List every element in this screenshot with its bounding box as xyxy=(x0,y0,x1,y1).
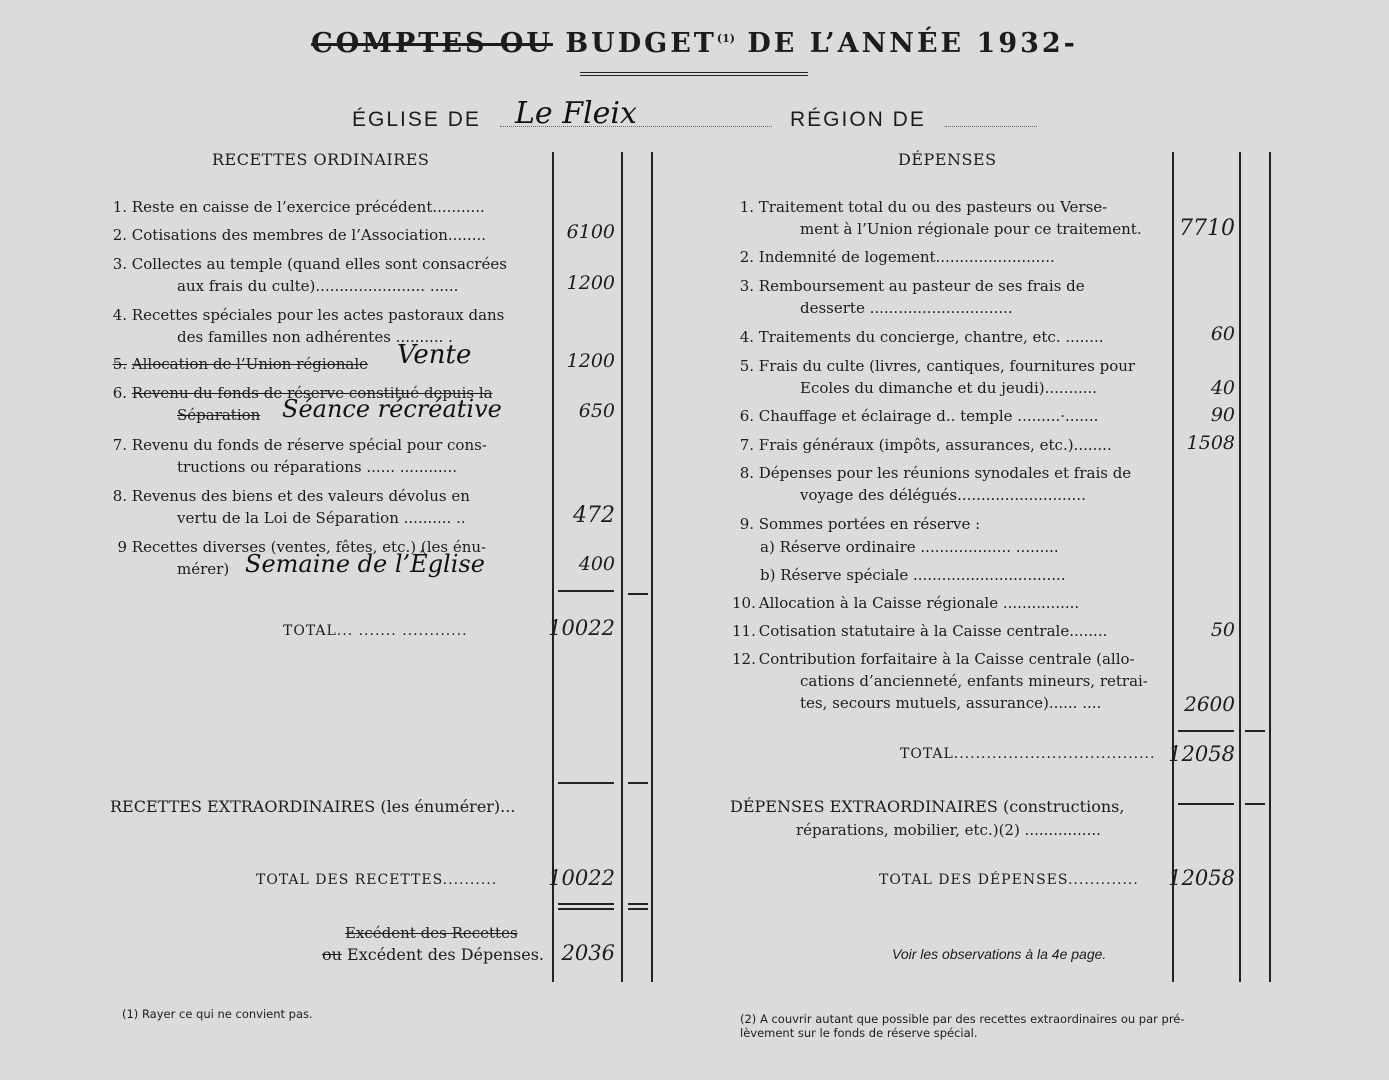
right-total-label: TOTAL..................................... xyxy=(900,746,1156,762)
recette-item-3: 3. Collectes au temple (quand elles sont consacrées aux frais du culte)....................... ...... xyxy=(112,255,507,295)
depenses-extra-label-2: réparations, mobilier, etc.)(2) ................ xyxy=(796,821,1101,839)
right-total-rule-b xyxy=(1245,730,1265,732)
recettes-heading: RECETTES ORDINAIRES xyxy=(212,150,430,169)
excedent-amount[interactable]: 2036 xyxy=(561,941,615,965)
total-depenses-label: TOTAL DES DÉPENSES............. xyxy=(879,872,1139,888)
left-rule-2 xyxy=(621,152,623,982)
depense-amount-4[interactable]: 60 xyxy=(1210,323,1235,345)
recette-9-handwritten: Semaine de l’Église xyxy=(245,550,485,578)
recette-amount-8[interactable]: 472 xyxy=(573,503,615,528)
footnote-2a: (2) A couvrir autant que possible par des recettes extraordinaires ou par pré- xyxy=(740,1012,1185,1026)
left-sub-rule xyxy=(558,782,614,784)
depense-amount-12[interactable]: 2600 xyxy=(1184,692,1235,716)
depenses-extra-label-1: DÉPENSES EXTRAORDINAIRES (constructions, xyxy=(730,797,1125,816)
recette-item-4: 4. Recettes spéciales pour les actes pastoraux dans des familles non adhérentes .......... . xyxy=(112,306,505,346)
depense-amount-7[interactable]: 1508 xyxy=(1186,432,1235,454)
title-rest: DE L’ANNÉE 1932- xyxy=(747,28,1078,59)
depense-item-2: 2. Indemnité de logement......................... xyxy=(739,248,1055,266)
title-struck: COMPTES OU xyxy=(311,28,553,59)
recette-5-handwritten: Vente xyxy=(397,340,472,370)
recette-6-handwritten: Séance récréative xyxy=(282,395,502,423)
recette-amount-5[interactable]: 1200 xyxy=(566,350,615,372)
left-total-rule xyxy=(558,590,614,592)
depense-item-9: 9. Sommes portées en réserve : xyxy=(739,515,981,533)
total-recettes-amount[interactable]: 10022 xyxy=(548,866,615,890)
recette-amount-2[interactable]: 6100 xyxy=(566,221,615,243)
recette-item-9: 9 Recettes diverses (ventes, fêtes, etc.) (les énu- mérer) xyxy=(117,538,487,578)
depense-amount-6[interactable]: 90 xyxy=(1210,404,1235,426)
right-sub-rule-b xyxy=(1245,803,1265,805)
right-total-rule xyxy=(1178,730,1234,732)
footnote-1: (1) Rayer ce qui ne convient pas. xyxy=(122,1007,313,1021)
depense-item-10: 10. Allocation à la Caisse régionale ................ xyxy=(732,594,1080,612)
left-double-rule-2 xyxy=(558,908,614,910)
total-depenses-amount[interactable]: 12058 xyxy=(1168,866,1235,890)
right-rule-2 xyxy=(1239,152,1241,982)
depense-amount-1[interactable]: 7710 xyxy=(1179,216,1235,241)
depense-amount-11[interactable]: 50 xyxy=(1210,619,1235,641)
right-rule-3 xyxy=(1269,152,1271,982)
region-dotted-line[interactable] xyxy=(945,126,1037,127)
left-double-rule-4 xyxy=(628,908,648,910)
depense-item-8: 8. Dépenses pour les réunions synodales et frais de voyage des délégués........................... xyxy=(739,464,1132,504)
eglise-value[interactable]: Le Fleix xyxy=(515,96,637,131)
right-total-amount[interactable]: 12058 xyxy=(1168,742,1235,766)
left-total-rule-b xyxy=(628,593,648,595)
depenses-heading: DÉPENSES xyxy=(898,150,997,169)
depense-item-3: 3. Remboursement au pasteur de ses frais de desserte .............................. xyxy=(739,277,1085,317)
recette-item-7: 7. Revenu du fonds de réserve spécial pour cons- tructions ou réparations ...... ............ xyxy=(112,436,487,476)
eglise-dotted-line xyxy=(500,126,772,127)
depense-item-9a: a) Réserve ordinaire ................... ......... xyxy=(760,538,1059,556)
recette-item-2: 2. Cotisations des membres de l’Association........ xyxy=(112,226,486,244)
left-total-label: TOTAL... ....... ............ xyxy=(283,623,468,639)
left-total-amount[interactable]: 10022 xyxy=(548,616,615,640)
right-rule-1 xyxy=(1172,152,1174,982)
title-main: BUDGET xyxy=(565,28,717,59)
region-label: RÉGION DE xyxy=(790,108,926,131)
depense-item-7: 7. Frais généraux (impôts, assurances, etc.)........ xyxy=(739,436,1112,454)
eglise-label: ÉGLISE DE xyxy=(352,108,481,131)
title-underline xyxy=(580,72,808,76)
right-sub-rule xyxy=(1178,803,1234,805)
left-double-rule-1 xyxy=(558,903,614,905)
depense-item-6: 6. Chauffage et éclairage d.. temple .........·....... xyxy=(739,407,1099,425)
recette-amount-3[interactable]: 1200 xyxy=(566,272,615,294)
recette-amount-6[interactable]: 650 xyxy=(578,400,615,422)
depense-item-1: 1. Traitement total du ou des pasteurs ou Verse- ment à l’Union régionale pour ce traitement. xyxy=(739,198,1142,238)
depense-amount-5[interactable]: 40 xyxy=(1210,377,1235,399)
depense-item-12: 12. Contribution forfaitaire à la Caisse centrale (allo- cations d’ancienneté, enfants mineurs, retrai- tes, secours mutuels, assurance)...... .... xyxy=(732,650,1148,712)
excedent-depenses-label: ou Excédent des Dépenses. xyxy=(322,945,544,964)
excedent-recettes-label: Excédent des Recettes xyxy=(345,924,518,942)
depense-item-4: 4. Traitements du concierge, chantre, etc. ........ xyxy=(739,328,1104,346)
recette-item-5: 5. Allocation de l’Union régionale xyxy=(112,355,368,373)
form-title xyxy=(0,28,1389,59)
depense-item-11: 11. Cotisation statutaire à la Caisse centrale........ xyxy=(732,622,1108,640)
left-sub-rule-b xyxy=(628,782,648,784)
left-double-rule-3 xyxy=(628,903,648,905)
footnote-2b: lèvement sur le fonds de réserve spécial. xyxy=(740,1026,978,1040)
depense-item-5: 5. Frais du culte (livres, cantiques, fournitures pour Ecoles du dimanche et du jeudi)........... xyxy=(739,357,1136,397)
recette-amount-9[interactable]: 400 xyxy=(578,553,615,575)
title-footnote-mark: (1) xyxy=(716,32,735,45)
recette-item-8: 8. Revenus des biens et des valeurs dévolus en vertu de la Loi de Séparation .......... .. xyxy=(112,487,470,527)
recettes-extra-label: RECETTES EXTRAORDINAIRES (les énumérer)... xyxy=(110,797,516,816)
observations-note: Voir les observations à la 4e page. xyxy=(892,946,1107,962)
recette-item-1: 1. Reste en caisse de l’exercice précédent........... xyxy=(112,198,485,216)
depense-item-9b: b) Réserve spéciale ................................ xyxy=(760,566,1066,584)
total-recettes-label: TOTAL DES RECETTES.......... xyxy=(256,872,498,888)
left-rule-3 xyxy=(651,152,653,982)
recette-item-6: 6. Revenu du fonds de réserve constitué depuis la Séparation xyxy=(112,384,493,424)
